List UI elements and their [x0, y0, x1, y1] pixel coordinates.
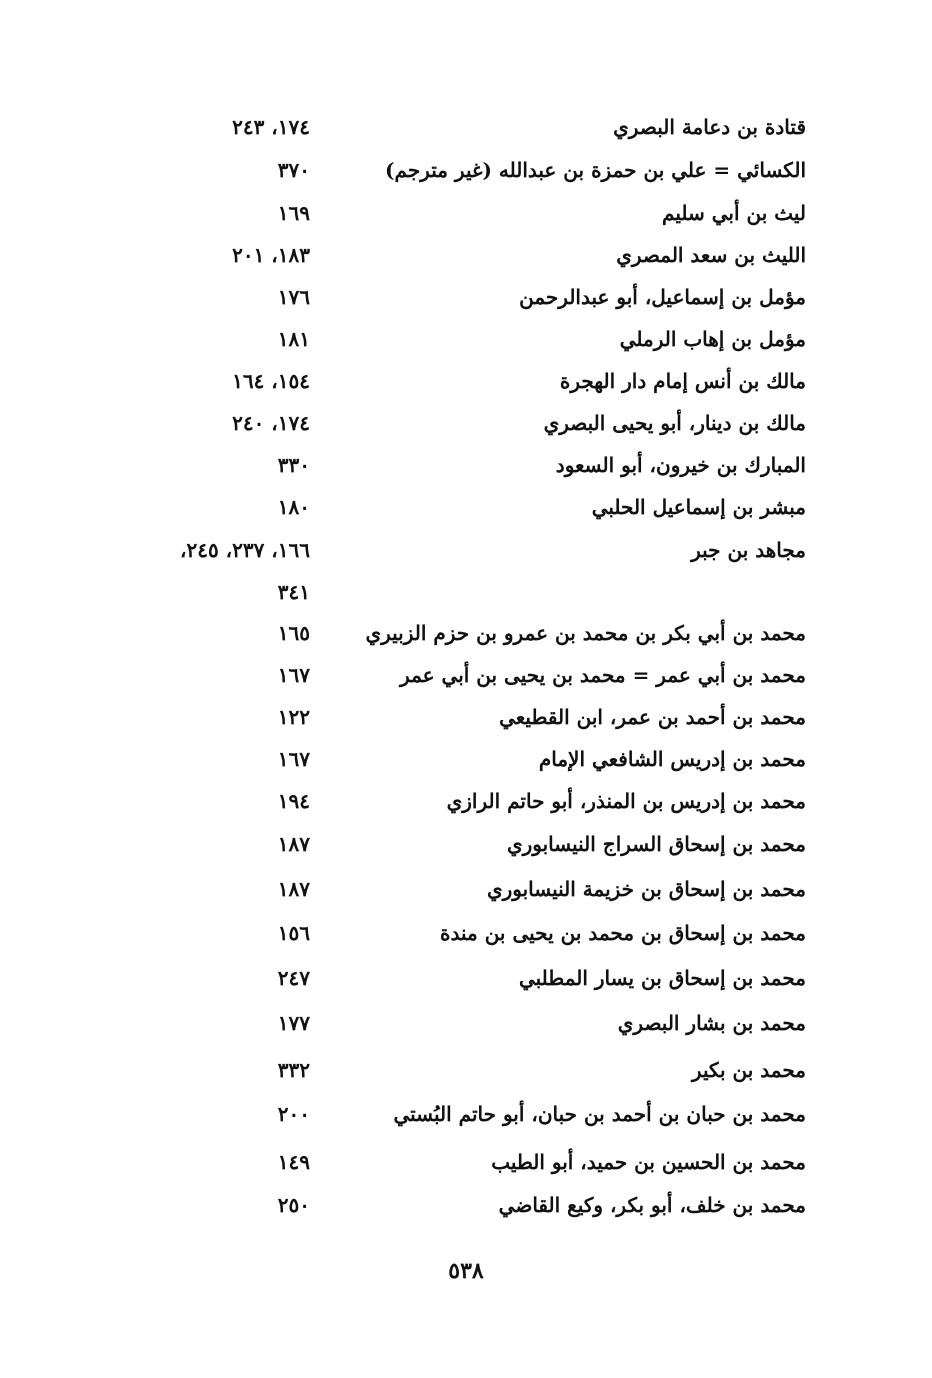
entry-name: محمد بن بكير	[691, 1058, 806, 1082]
index-entry	[0, 1094, 932, 1134]
index-entry	[0, 613, 932, 653]
entry-pages: ١٦٩	[277, 201, 310, 225]
index-entry	[0, 958, 932, 998]
entry-pages: ١٨٠	[277, 495, 310, 519]
index-entry	[0, 739, 932, 779]
entry-pages: ١٦٧	[277, 663, 310, 687]
index-entry	[0, 530, 932, 570]
entry-name: الكسائي = علي بن حمزة بن عبدالله (غير مترجم)	[385, 158, 806, 182]
index-entry	[0, 913, 932, 953]
entry-pages: ٢٠٠	[277, 1102, 310, 1126]
entry-pages: ١٢٢	[277, 705, 310, 729]
index-entry	[0, 1003, 932, 1043]
entry-name: محمد بن إدريس الشافعي الإمام	[538, 747, 806, 771]
index-entry	[0, 869, 932, 909]
entry-name: محمد بن إسحاق بن يسار المطلبي	[518, 966, 806, 990]
entry-name: مالك بن دينار، أبو يحيى البصري	[543, 411, 806, 435]
entry-name: محمد بن أبي عمر = محمد بن يحيى بن أبي عمر	[400, 663, 806, 687]
entry-name: مؤمل بن إهاب الرملي	[619, 327, 806, 351]
entry-pages: ٣٣٢	[277, 1058, 310, 1082]
entry-pages: ١٥٦	[277, 921, 310, 945]
index-entry	[0, 361, 932, 401]
index-entry	[0, 697, 932, 737]
entry-pages: ١٨١	[277, 327, 310, 351]
index-entry	[0, 403, 932, 443]
entry-pages: ٣٣٠	[277, 453, 310, 477]
entry-name: مجاهد بن جبر	[691, 538, 806, 562]
index-entry	[0, 655, 932, 695]
entry-name: الليث بن سعد المصري	[616, 243, 806, 267]
index-entry	[0, 1142, 932, 1182]
entry-pages: ١٤٩	[277, 1150, 310, 1174]
index-entry	[0, 277, 932, 317]
entry-name: ليث بن أبي سليم	[662, 201, 806, 225]
entry-name: المبارك بن خيرون، أبو السعود	[555, 453, 806, 477]
index-entry	[0, 1185, 932, 1225]
index-entry	[0, 193, 932, 233]
index-entry	[0, 824, 932, 864]
entry-pages: ٢٤٧	[277, 966, 310, 990]
index-entry	[0, 445, 932, 485]
entry-pages: ٣٤١	[277, 580, 310, 604]
entry-name: محمد بن إدريس بن المنذر، أبو حاتم الرازي	[446, 789, 806, 813]
index-entry	[0, 107, 932, 147]
entry-name: مالك بن أنس إمام دار الهجرة	[559, 369, 806, 393]
entry-name: مؤمل بن إسماعيل، أبو عبدالرحمن	[519, 285, 806, 309]
entry-name: محمد بن خلف، أبو بكر، وكيع القاضي	[498, 1193, 806, 1217]
index-entry	[0, 572, 932, 612]
entry-pages: ١٦٧	[277, 747, 310, 771]
entry-name: محمد بن بشار البصري	[617, 1011, 806, 1035]
entry-name: مبشر بن إسماعيل الحلبي	[591, 495, 806, 519]
entry-pages: ٢٥٠	[277, 1193, 310, 1217]
index-entry	[0, 487, 932, 527]
index-entry	[0, 781, 932, 821]
entry-name: محمد بن الحسين بن حميد، أبو الطيب	[491, 1150, 806, 1174]
entry-pages: ٣٧٠	[277, 158, 310, 182]
entry-pages: ١٦٥	[277, 621, 310, 645]
entry-pages: ١٨٧	[277, 877, 310, 901]
entry-name: محمد بن أبي بكر بن محمد بن عمرو بن حزم الزبيري	[365, 621, 806, 645]
entry-name: محمد بن أحمد بن عمر، ابن القطيعي	[499, 705, 806, 729]
entry-pages: ١٦٦، ٢٣٧، ٢٤٥،	[179, 538, 310, 562]
index-entry	[0, 1050, 932, 1090]
entry-pages: ١٧٤، ٢٤٣	[232, 115, 310, 139]
page-number: ٥٣٨	[448, 1258, 484, 1284]
entry-pages: ١٨٣، ٢٠١	[232, 243, 310, 267]
entry-name: محمد بن حبان بن أحمد بن حبان، أبو حاتم البُستي	[393, 1102, 806, 1126]
entry-pages: ١٧٧	[277, 1011, 310, 1035]
index-entry	[0, 235, 932, 275]
entry-name: محمد بن إسحاق بن خزيمة النيسابوري	[486, 877, 806, 901]
entry-pages: ١٥٤، ١٦٤	[232, 369, 310, 393]
index-entry	[0, 319, 932, 359]
entry-name: قتادة بن دعامة البصري	[613, 115, 806, 139]
entry-pages: ١٧٤، ٢٤٠	[232, 411, 310, 435]
entry-pages: ١٧٦	[277, 285, 310, 309]
entry-pages: ١٩٤	[277, 789, 310, 813]
index-entry	[0, 150, 932, 190]
entry-name: محمد بن إسحاق السراج النيسابوري	[506, 832, 806, 856]
entry-name: محمد بن إسحاق بن محمد بن يحيى بن مندة	[440, 921, 806, 945]
entry-pages: ١٨٧	[277, 832, 310, 856]
